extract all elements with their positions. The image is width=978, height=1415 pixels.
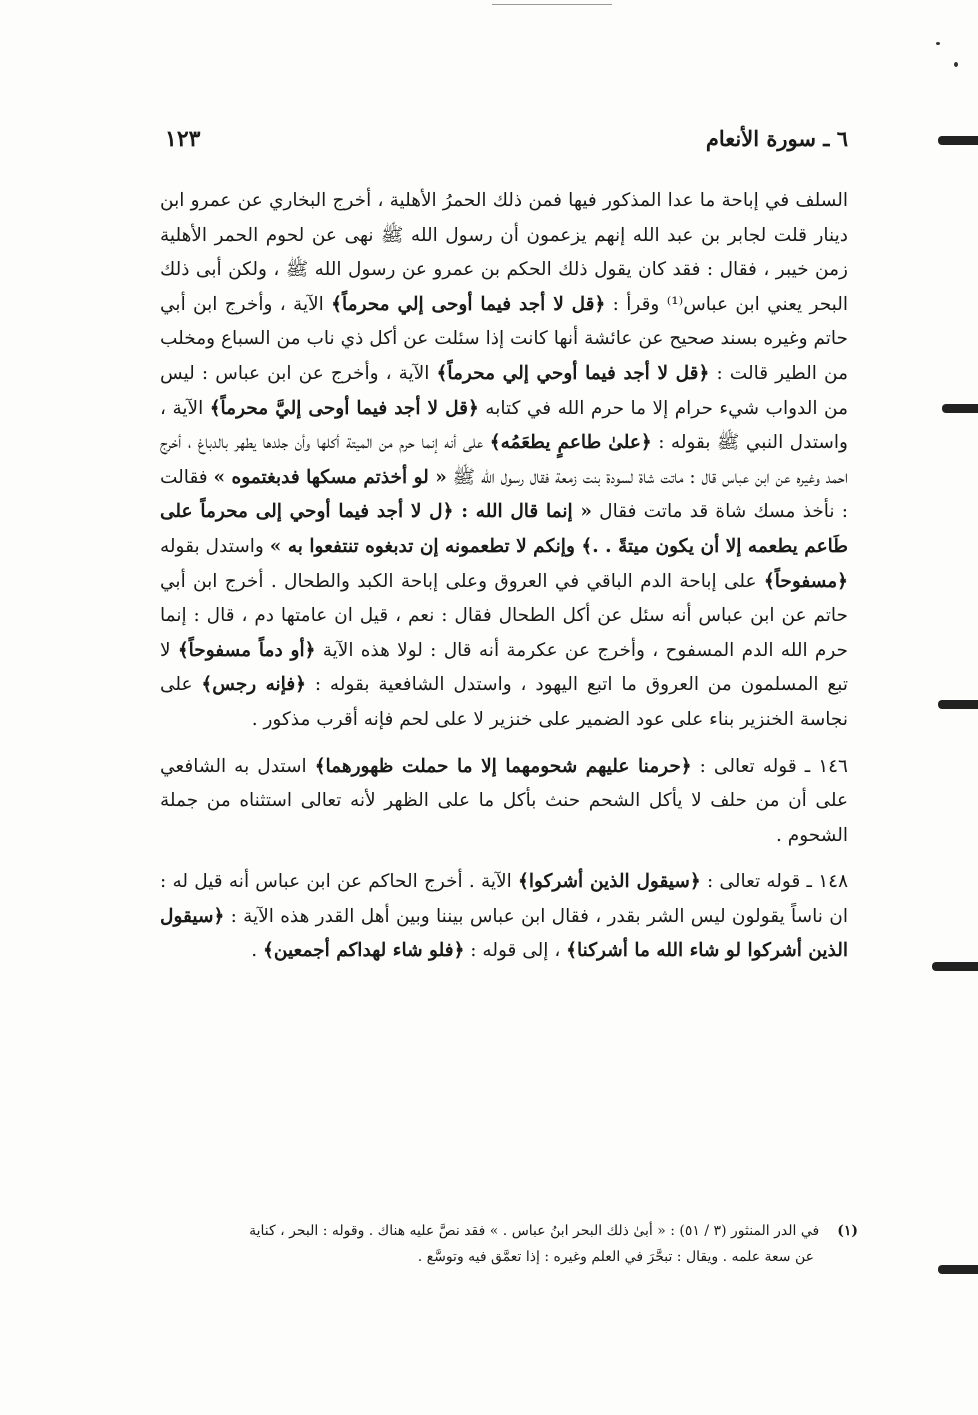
footnote bbox=[158, 1218, 858, 1270]
edge-mark bbox=[932, 962, 978, 971]
scan-speck bbox=[936, 42, 940, 45]
main-text bbox=[160, 184, 848, 969]
text-run: على إباحة الدم الباقي في العروق وعلى إباحة الكبد والطحال . أخرج ابن أبي حاتم عن ابن عباس أنه سئل عن أكل الطحال فقال : نعم ، قيل ان عامتها دم ، قال : إنما حرم الله الدم المسفوح ، وأخرج عن عكرمة أنه قال : لولا هذه الآية bbox=[160, 570, 848, 661]
footnote-line-2: عن سعة علمه . ويقال : تبحَّرَ في العلم وغيره : إذا تعمَّق فيه وتوسَّع . bbox=[417, 1249, 814, 1265]
scan-artifact-line bbox=[492, 4, 612, 5]
quoted-verse: ﴿قل لا أجد فيما أوحي إلي محرماً﴾ bbox=[436, 362, 710, 384]
quoted-verse: ﴿سيقول الذين أشركوا﴾ bbox=[517, 871, 701, 893]
edge-mark bbox=[938, 700, 978, 709]
text-run: واستدل بقوله bbox=[160, 535, 270, 557]
quoted-verse: ﴿سيقول الذين أشركوا لو شاء الله ما أشركنا﴾ bbox=[160, 905, 848, 962]
text-run: على أنه إنما حرم من الميتة أكلها وأن جلدها يطهر بالدباغ ، أخرج احمد وغيره عن ابن عباس قال : ماتت شاة لسودة بنت زمعة فقال رسول الله ﷺ bbox=[160, 432, 848, 488]
paragraph bbox=[160, 750, 848, 854]
quoted-verse: « إنما قال الله : ﴿ل لا أجد فيما أوحي إلى محرماً على طَاعم يطعمه إلا أن يكون ميتةً . .﴾ وإنكم لا تطعمونه إن تدبغوه تنتفعوا به » bbox=[160, 501, 848, 557]
text-run: ، إلى قوله : bbox=[464, 940, 567, 962]
quoted-verse: « لو أخذتم مسكها فدبغتموه » bbox=[213, 466, 447, 488]
text-run: الآية ، واستدل النبي ﷺ بقوله : bbox=[160, 397, 848, 454]
text-run: فقالت : نأخذ مسك شاة قد ماتت فقال bbox=[160, 466, 849, 523]
quoted-verse: ﴿أو دماً مسفوحاً﴾ bbox=[177, 639, 316, 661]
text-run: على نجاسة الخنزير بناء على عود الضمير على خنزير لا على لحم فإنه أقرب مذكور . bbox=[160, 674, 848, 730]
quoted-verse: ﴿علىٰ طاعمٍ يطعَمُه﴾ bbox=[489, 432, 652, 454]
text-run: . bbox=[251, 940, 264, 962]
text-run: استدل به الشافعي على أن من حلف لا يأكل الشحم حنث بأكل ما على الظهر لأنه تعالى استثناه من جملة الشحوم . bbox=[160, 755, 848, 846]
running-head bbox=[165, 126, 848, 160]
text-run: ١٤٦ ـ قوله تعالى : bbox=[691, 755, 848, 777]
text-run: الآية ، وأخرج عن ابن عباس : ليس من الدواب شيء حرام إلا ما حرم الله في كتابه bbox=[160, 362, 848, 419]
footnote-marker: (١) bbox=[837, 1223, 858, 1239]
edge-mark bbox=[942, 404, 978, 413]
scan-speck bbox=[954, 62, 958, 67]
edge-mark bbox=[938, 136, 978, 145]
text-run: الآية . أخرج الحاكم عن ابن عباس أنه قيل له : ان ناساً يقولون ليس الشر بقدر ، فقال ابن عباس بيننا وبين أهل القدر هذه الآية : bbox=[160, 871, 848, 927]
text-run: ١٤٨ ـ قوله تعالى : bbox=[700, 871, 849, 893]
text-run: الآية ، وأخرج ابن أبي حاتم وغيره بسند صحيح عن عائشة أنها كانت إذا سئلت عن أكل ذي ناب من السباع ومخلب من الطير قالت : bbox=[160, 293, 848, 384]
text-run: لا تبع المسلمون من العروق ما اتبع اليهود ، واستدل الشافعية بقوله : bbox=[160, 639, 848, 696]
quoted-verse: ﴿مسفوحاً﴾ bbox=[763, 570, 848, 592]
paragraph bbox=[160, 184, 848, 738]
footnote-text-1: في الدر المنثور (٣ / ٥١) : « أبىٰ ذلك البحر ابنُ عباس . » فقد نصَّ عليه هناك . وقوله : البحر ، كناية bbox=[249, 1223, 820, 1239]
quoted-verse: ﴿فإنه رجس﴾ bbox=[201, 674, 306, 696]
chapter-title: ٦ ـ سورة الأنعام bbox=[705, 126, 848, 151]
quoted-verse: ﴿حرمنا عليهم شحومهما إلا ما حملت ظهورهما﴾ bbox=[314, 755, 692, 777]
text-run: السلف في إباحة ما عدا المذكور فيها فمن ذلك الحمرُ الأهلية ، أخرج البخاري عن عمرو ابن دينار قلت لجابر بن عبد الله إنهم يزعمون أن رسول الله ﷺ نهى عن لحوم الحمر الأهلية زمن خيبر ، فقال : فقد كان يقول ذلك الحكم بن عمرو عن رسول الله ﷺ ، ولكن أبى ذلك البحر يعني ابن عباس⁽¹⁾ وقرأ : bbox=[160, 190, 849, 315]
quoted-verse: ﴿قل لا أجد فيما أوحى إلي محرماً﴾ bbox=[331, 293, 606, 315]
edge-mark bbox=[938, 1265, 978, 1274]
footnote-line-1 bbox=[158, 1218, 858, 1244]
paragraph bbox=[160, 865, 848, 969]
page-number: ١٢٣ bbox=[165, 126, 201, 152]
quoted-verse: ﴿قل لا أجد فيما أوحى إليَّ محرماً﴾ bbox=[209, 397, 479, 419]
quoted-verse: ﴿فلو شاء لهداكم أجمعين﴾ bbox=[263, 940, 465, 962]
